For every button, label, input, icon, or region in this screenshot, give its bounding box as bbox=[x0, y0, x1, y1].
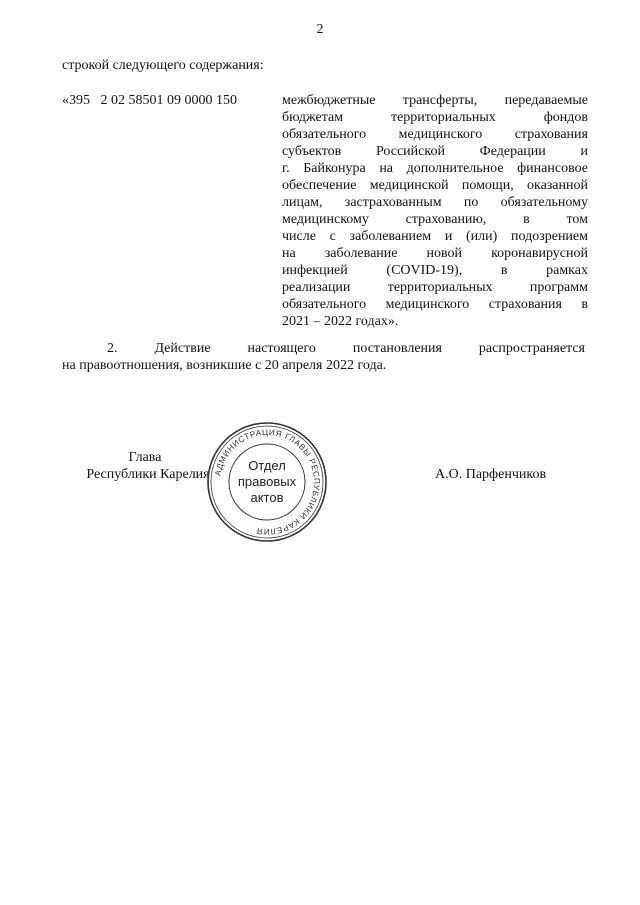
description-line: реализации территориальных программ bbox=[282, 280, 588, 295]
signatory-name: А.О. Парфенчиков bbox=[435, 467, 547, 482]
description-line: обязательного медицинского страхования bbox=[282, 127, 588, 142]
stamp-ring-text: АДМИНИСТРАЦИЯ ГЛАВЫ РЕСПУБЛИКИ КАРЕЛИЯ bbox=[213, 427, 322, 537]
paragraph-2-line-2: на правоотношения, возникшие с 20 апреля 2022 года. bbox=[62, 358, 387, 373]
description-line: г. Байконура на дополнительное финансовое bbox=[282, 161, 588, 176]
budget-code: «395 2 02 58501 09 0000 150 bbox=[62, 93, 237, 108]
intro-text: строкой следующего содержания: bbox=[62, 58, 264, 73]
description-line: медицинскому страхованию, в том bbox=[282, 212, 588, 227]
description-line: числе с заболеванием и (или) подозрением bbox=[282, 229, 588, 244]
stamp-center-line: актов bbox=[250, 490, 284, 505]
stamp-seal bbox=[205, 420, 329, 544]
page-number: 2 bbox=[316, 22, 324, 37]
paragraph-word: распространяется bbox=[478, 341, 585, 356]
paragraph-word: настоящего bbox=[247, 341, 316, 356]
paragraph-2-line-1 bbox=[62, 341, 585, 357]
paragraph-word: Действие bbox=[154, 341, 211, 356]
description-line: субъектов Российской Федерации и bbox=[282, 144, 588, 159]
description-line: инфекцией (COVID-19), в рамках bbox=[282, 263, 588, 278]
description-line: 2021 – 2022 годах». bbox=[282, 314, 399, 329]
official-stamp bbox=[205, 420, 329, 544]
stamp-center-line: Отдел bbox=[248, 458, 286, 473]
description-line: межбюджетные трансферты, передаваемые bbox=[282, 93, 588, 108]
paragraph-number: 2. bbox=[107, 341, 118, 356]
description-line: бюджетам территориальных фондов bbox=[282, 110, 588, 125]
paragraph-word: постановления bbox=[352, 341, 442, 356]
description-line: лицам, застрахованным по обязательному bbox=[282, 195, 588, 210]
description-line: обязательного медицинского страхования в bbox=[282, 297, 588, 312]
signature-title-line-1: Глава bbox=[128, 450, 162, 465]
signature-title-line-2: Республики Карелия bbox=[86, 467, 210, 482]
description-line: обеспечение медицинской помощи, оказанной bbox=[282, 178, 588, 193]
description-line: на заболевание новой коронавирусной bbox=[282, 246, 588, 261]
stamp-center-line: правовых bbox=[237, 474, 297, 489]
